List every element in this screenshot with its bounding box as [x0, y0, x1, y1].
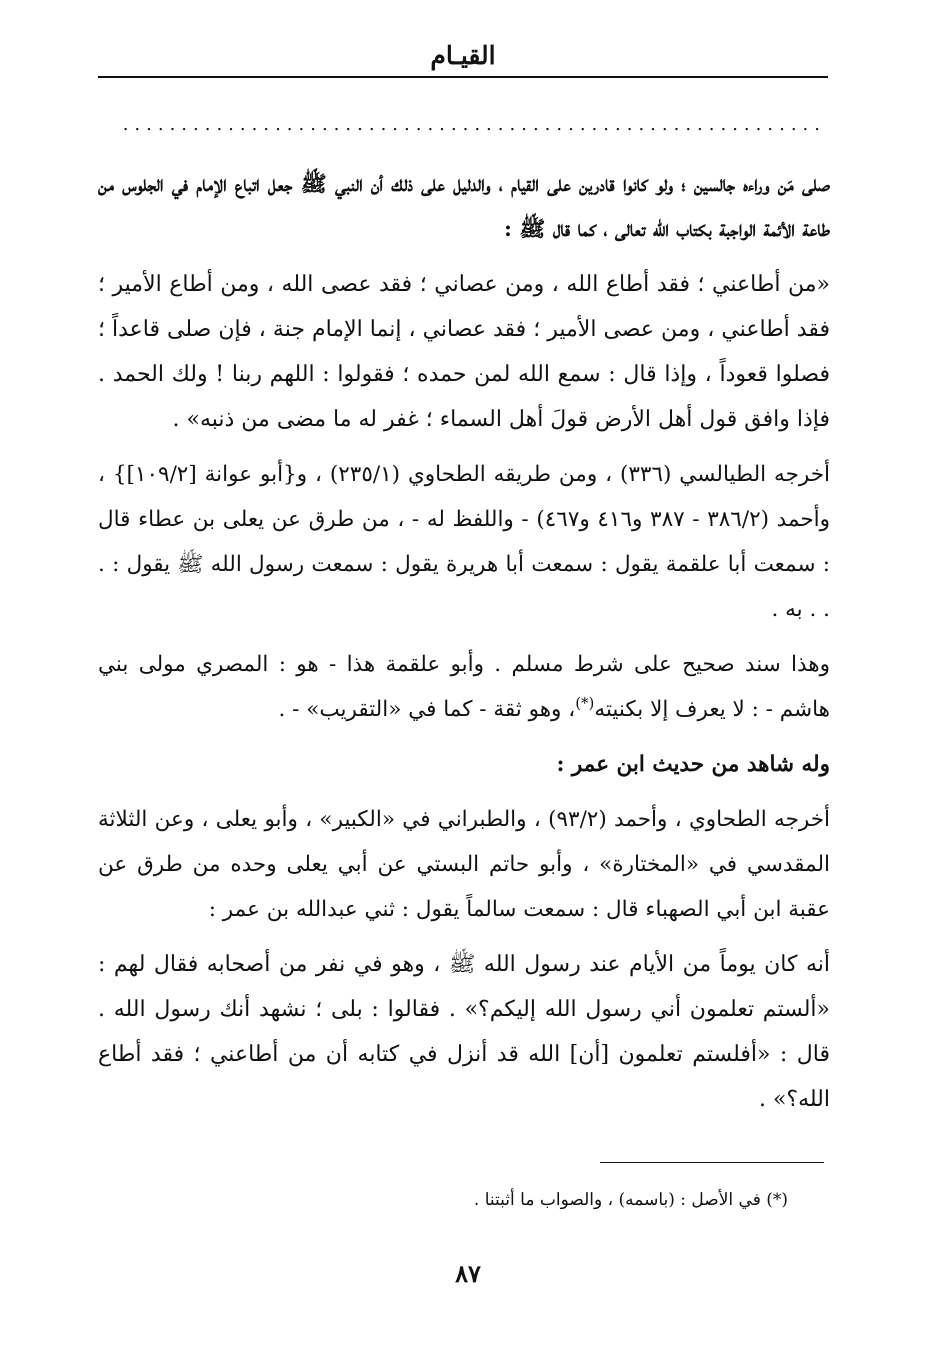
paragraph-intro: صلى مَن وراءه جالسين ؛ ولو كانوا قادرين على القيام ، والدليل على ذلك أن النبي ﷺ جعل اتباع الإمام في الجلوس من طاعة الأئمة الواجبة بكتاب الله تعالى ، كما قال ﷺ : [98, 172, 830, 242]
paragraph-sanad [98, 642, 830, 732]
sanad-text: وهذا سند صحيح على شرط مسلم . وأبو علقمة هذا - هو : المصري مولى بني هاشم - : لا يعرف إلا بكنيته [98, 652, 830, 722]
paragraph-takhrij: أخرجه الطيالسي (٣٣٦) ، ومن طريقه الطحاوي (٢٣٥/١) ، و{أبو عوانة [١٠٩/٢]} ، وأحمد (٣٨٦/٢ - ٣٨٧ و٤١٦ و٤٦٧) - واللفظ له - ، من طرق عن يعلى بن عطاء قال : سمعت أبا علقمة يقول : سمعت أبا هريرة يقول : سمعت رسول الله ﷺ يقول : . . . به . [98, 462, 830, 622]
footnote-marker: (*) [575, 693, 595, 712]
paragraph-shahid-heading: وله شاهد من حديث ابن عمر : [556, 752, 830, 777]
footnote: (*) في الأصل : (باسمه) ، والصواب ما أثبتنا . [473, 1190, 788, 1210]
paragraph-hadith: «من أطاعني ؛ فقد أطاع الله ، ومن عصاني ؛ فقد عصى الله ، ومن أطاع الأمير ؛ فقد أطاعني ، ومن عصى الأمير ؛ فقد عصاني ، إنما الإمام جنة ، فإن صلى قاعداً ؛ فصلوا قعوداً ، وإذا قال : سمع الله لمن حمده ؛ فقولوا : اللهم ربنا ! ولك الحمد . فإذا وافق قول أهل الأرض قولَ أهل السماء ؛ غفر له ما مضى من ذنبه» . [98, 272, 830, 432]
paragraph-ibn-umar-hadith: أنه كان يوماً من الأيام عند رسول الله ﷺ ، وهو في نفر من أصحابه فقال لهم : «ألستم تعلمون أني رسول الله إليكم؟» . فقالوا : بلى ؛ نشهد أنك رسول الله . قال : «أفلستم تعلمون [أن] الله قد أنزل في كتابه أن من أطاعني ؛ فقد أطاع الله؟» . [98, 952, 830, 1112]
main-text [98, 162, 830, 1132]
header-rule [98, 76, 828, 78]
paragraph-ibn-umar-takhrij: أخرجه الطحاوي ، وأحمد (٩٣/٢) ، والطبراني في «الكبير» ، وأبو يعلى ، وعن الثلاثة المقدسي في «المختارة» ، وأبو حاتم البستي عن أبي يعلى وحده من طرق عن عقبة ابن أبي الصهباء قال : سمعت سالماً يقول : ثني عبدالله بن عمر : [98, 807, 830, 922]
footnote-rule [600, 1162, 824, 1163]
dotted-separator: ............................................................ [122, 117, 826, 133]
running-header-title: القيـام [430, 41, 496, 70]
page-number: ٨٧ [455, 1259, 481, 1288]
sanad-text-end: ، وهو ثقة - كما في «التقريب» - . [278, 697, 576, 722]
